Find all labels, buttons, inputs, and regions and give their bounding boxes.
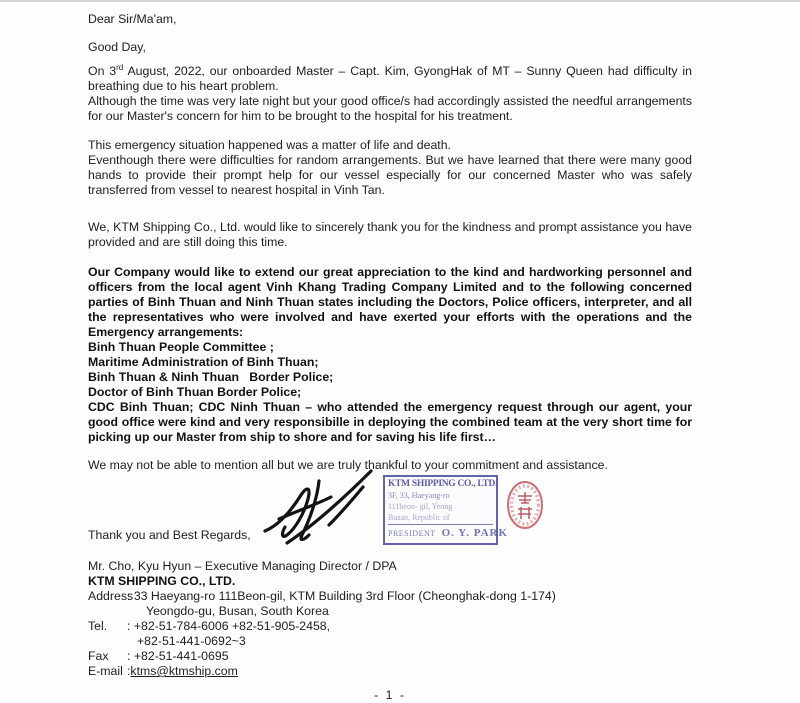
contact-block <box>88 589 692 679</box>
red-president-seal-icon <box>505 479 545 533</box>
email-label: E-mail <box>88 664 123 678</box>
address-row-line2: Yeongdo-gu, Busan, South Korea <box>146 604 329 618</box>
signature-block <box>88 473 692 559</box>
fax-label: Fax <box>88 649 109 663</box>
list-item-people-committee: Binh Thuan People Committee ; <box>88 340 274 354</box>
stamp-address-line3: Busan, Republic of <box>388 513 450 522</box>
list-item-doctor-border-police: Doctor of Binh Thuan Border Police; <box>88 385 302 399</box>
greeting: Good Day, <box>88 40 146 54</box>
tel-value: : +82-51-784-6006 +82-51-905-2458, <box>127 619 331 633</box>
ordinal-superscript: rd <box>116 62 124 72</box>
paragraph-life-and-death: This emergency situation happened was a matter of life and death. <box>88 138 451 152</box>
stamp-president-name: O. Y. PARK <box>441 527 509 539</box>
stamp-address-line2: 111beon- gil, Yeong <box>388 502 453 511</box>
paragraph-late-night-assist: Although the time was very late night but your good office/s had accordingly assisted the needful arrangements for our Master's concern for him to be brought to the hospital for his treatment. <box>88 94 692 123</box>
paragraph-thank-you: We, KTM Shipping Co., Ltd. would like to sincerely thank you for the kindness and prompt assistance you have provided and are still doing this time. <box>88 220 692 249</box>
page-number: - 1 - <box>374 688 406 702</box>
closing-regards: Thank you and Best Regards, <box>88 528 251 542</box>
handwritten-signature-image <box>257 467 375 545</box>
stamp-president-row <box>388 524 509 541</box>
fax-value: : +82-51-441-0695 <box>127 649 229 663</box>
p1-prefix: On 3 <box>88 64 117 78</box>
paragraph-cdc: CDC Binh Thuan; CDC Ninh Thuan – who attended the emergency request through our agent, your good office were kind and very responsibille in deploying the combined team at the very short time for picking up our Master from ship to shore and for saving his life first… <box>88 400 692 444</box>
paragraph-appreciation: Our Company would like to extend our great appreciation to the kind and hardworking personnel and officers from the local agent Vinh Khang Trading Company Limited and to the following concerned parties of Binh Thuan and Ninh Thuan states including the Doctors, Police officers, interpreter, and all the representatives who were involved and have exerted your efforts with the operations and the Emergency arrangements: <box>88 265 692 339</box>
tel-row-line2: +82-51-441-0692~3 <box>137 634 246 648</box>
stamp-address-line1: 3F, 33, Haeyang-ro <box>388 491 450 500</box>
email-colon: : <box>127 664 131 678</box>
tel-label: Tel. <box>88 619 108 633</box>
p1-rest: August, 2022, our onboarded Master – Capt. Kim, GyongHak of MT – Sunny Queen had difficulty in breathing due to his heart problem. <box>88 64 692 93</box>
list-item-maritime-admin: Maritime Administration of Binh Thuan; <box>88 355 319 369</box>
stamp-president-title: PRESIDENT <box>388 529 436 538</box>
appreciation-list <box>88 340 692 400</box>
salutation: Dear Sir/Ma'am, <box>88 12 177 26</box>
page-top-edge <box>0 0 800 2</box>
address-label: Address <box>88 589 134 603</box>
signer-company: KTM SHIPPING CO., LTD. <box>88 574 236 588</box>
tel-row <box>88 619 692 634</box>
list-item-border-police: Binh Thuan & Ninh Thuan Border Police; <box>88 370 334 384</box>
paragraph-mention-all: We may not be able to mention all but we are truly thankful to your commitment and assistance. <box>88 458 608 472</box>
fax-row <box>88 649 692 664</box>
paragraph-master-incident <box>88 64 692 94</box>
email-row <box>88 664 692 679</box>
stamp-company-name: KTM SHIPPING CO., LTD. <box>388 479 498 489</box>
company-stamp <box>383 475 509 545</box>
signer-name: Mr. Cho, Kyu Hyun – Executive Managing Director / DPA <box>88 559 397 573</box>
address-value: : 33 Haeyang-ro 111Beon-gil, KTM Building 3rd Floor (Cheonghak-dong 1-174) <box>127 589 556 603</box>
email-link[interactable]: ktms@ktmship.com <box>130 664 238 678</box>
paragraph-random-arrangements: Eventhough there were difficulties for random arrangements. But we have learned that there were many good hands to provide their prompt help for our vessel especially for our concerned Master who was safely transferred from vessel to nearest hospital in Vinh Tan. <box>88 153 692 197</box>
address-row <box>88 589 692 604</box>
